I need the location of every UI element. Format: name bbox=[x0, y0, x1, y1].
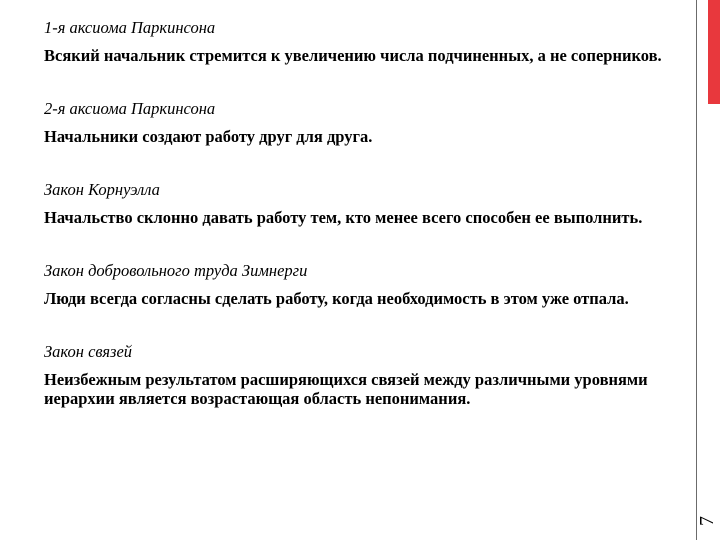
law-text: Всякий начальник стремится к увеличению числа подчиненных, а не соперников. bbox=[44, 46, 662, 65]
page-number: 7 bbox=[696, 516, 718, 526]
slide-content bbox=[44, 18, 684, 408]
law-title: 2-я аксиома Паркинсона bbox=[44, 99, 216, 118]
law-item bbox=[44, 18, 684, 65]
sidebar-divider bbox=[696, 0, 697, 540]
law-item bbox=[44, 261, 684, 308]
law-text: Люди всегда согласны сделать работу, когда необходимость в этом уже отпала. bbox=[44, 289, 629, 308]
law-title: Закон связей bbox=[44, 342, 133, 361]
law-title: 1-я аксиома Паркинсона bbox=[44, 18, 216, 37]
law-item bbox=[44, 99, 684, 146]
law-text: Начальство склонно давать работу тем, кто менее всего способен ее выполнить. bbox=[44, 208, 643, 227]
law-item bbox=[44, 342, 684, 408]
law-title: Закон Корнуэлла bbox=[44, 180, 160, 199]
law-text: Неизбежным результатом расширяющихся связей между различными уровнями иерархии является возрастающая область непонимания. bbox=[44, 370, 648, 408]
law-item bbox=[44, 180, 684, 227]
law-text: Начальники создают работу друг для друга. bbox=[44, 127, 373, 146]
accent-bar bbox=[708, 0, 720, 104]
law-title: Закон добровольного труда Зимнерги bbox=[44, 261, 308, 280]
